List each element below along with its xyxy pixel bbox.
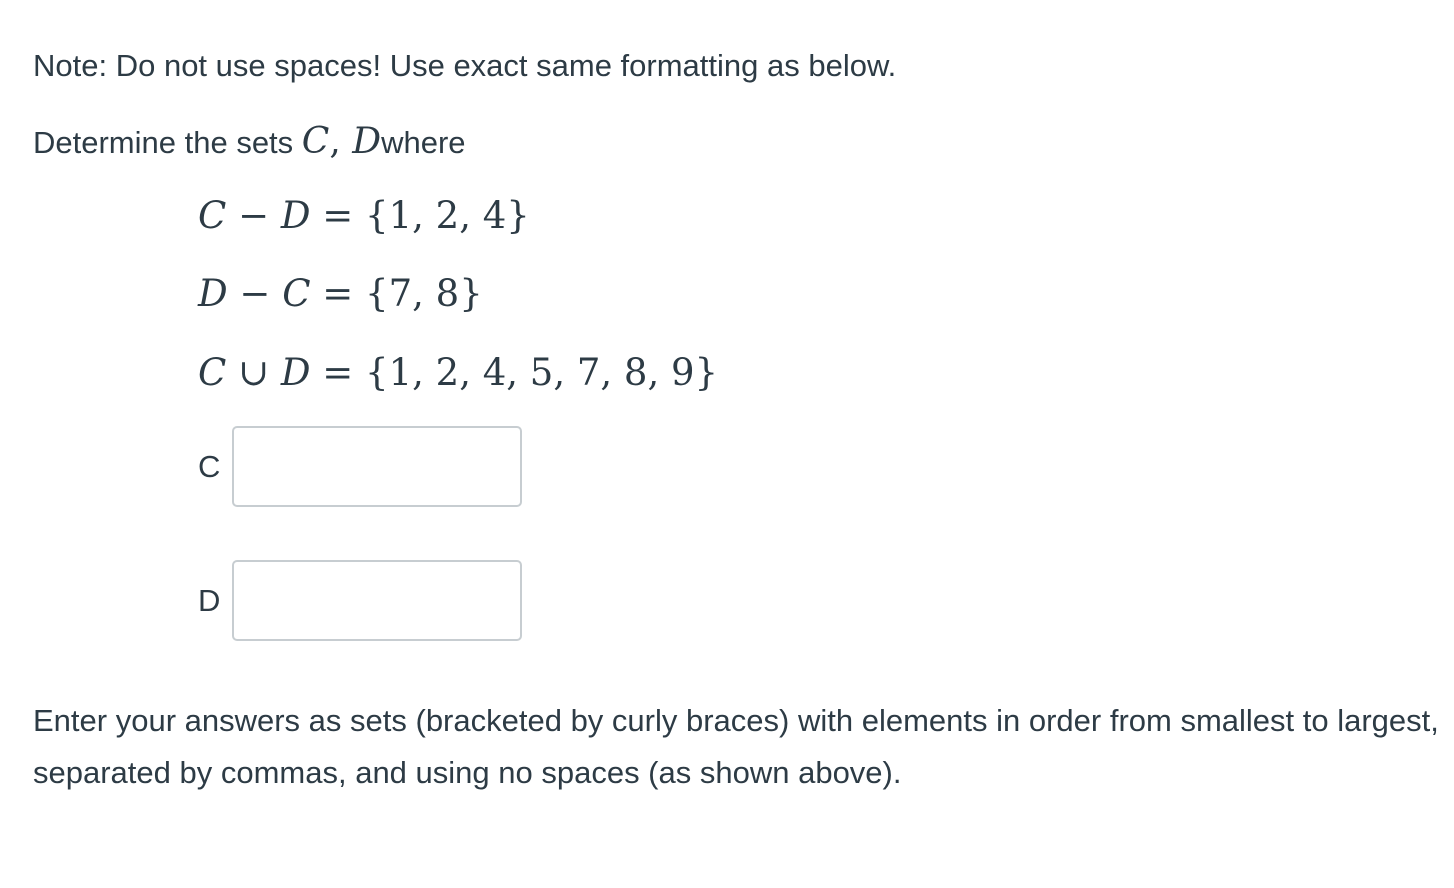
eq-operator: − (227, 272, 283, 315)
eq-lhs-a: C (198, 194, 227, 237)
question-prompt (33, 116, 466, 169)
eq-rhs: {1, 2, 4, 5, 7, 8, 9} (365, 351, 719, 394)
answer-row-c (198, 426, 522, 507)
equation-c-minus-d (198, 192, 530, 240)
answer-input-c[interactable] (232, 426, 522, 507)
math-var-c: C (301, 121, 330, 162)
eq-lhs-b: D (280, 194, 311, 237)
equation-d-minus-c (198, 270, 483, 318)
answer-row-d (198, 560, 522, 641)
eq-lhs-b: D (280, 351, 311, 394)
math-comma: , (329, 121, 353, 162)
eq-rhs: {7, 8} (365, 272, 483, 315)
math-var-d: D (352, 121, 382, 162)
equation-c-union-d (198, 349, 718, 397)
prompt-prefix: Determine the sets (33, 125, 302, 160)
instructions-text: Enter your answers as sets (bracketed by curly braces) with elements in order from smallest to largest, separated by commas, and using no spaces (as shown above). (33, 703, 1439, 790)
note-text: Note: Do not use spaces! Use exact same formatting as below. (33, 48, 897, 83)
eq-equals: = (310, 351, 366, 394)
eq-equals: = (310, 194, 366, 237)
eq-lhs-a: C (198, 351, 227, 394)
eq-operator: − (226, 194, 281, 237)
eq-equals: = (310, 272, 366, 315)
eq-lhs-b: C (282, 272, 311, 315)
answer-input-d[interactable] (232, 560, 522, 641)
math-sets (302, 121, 381, 162)
eq-lhs-a: D (198, 272, 228, 315)
answer-label-d: D (198, 582, 221, 618)
eq-operator: ∪ (226, 351, 281, 394)
prompt-suffix: where (381, 125, 466, 160)
eq-rhs: {1, 2, 4} (365, 194, 530, 237)
answer-label-c: C (198, 448, 221, 484)
